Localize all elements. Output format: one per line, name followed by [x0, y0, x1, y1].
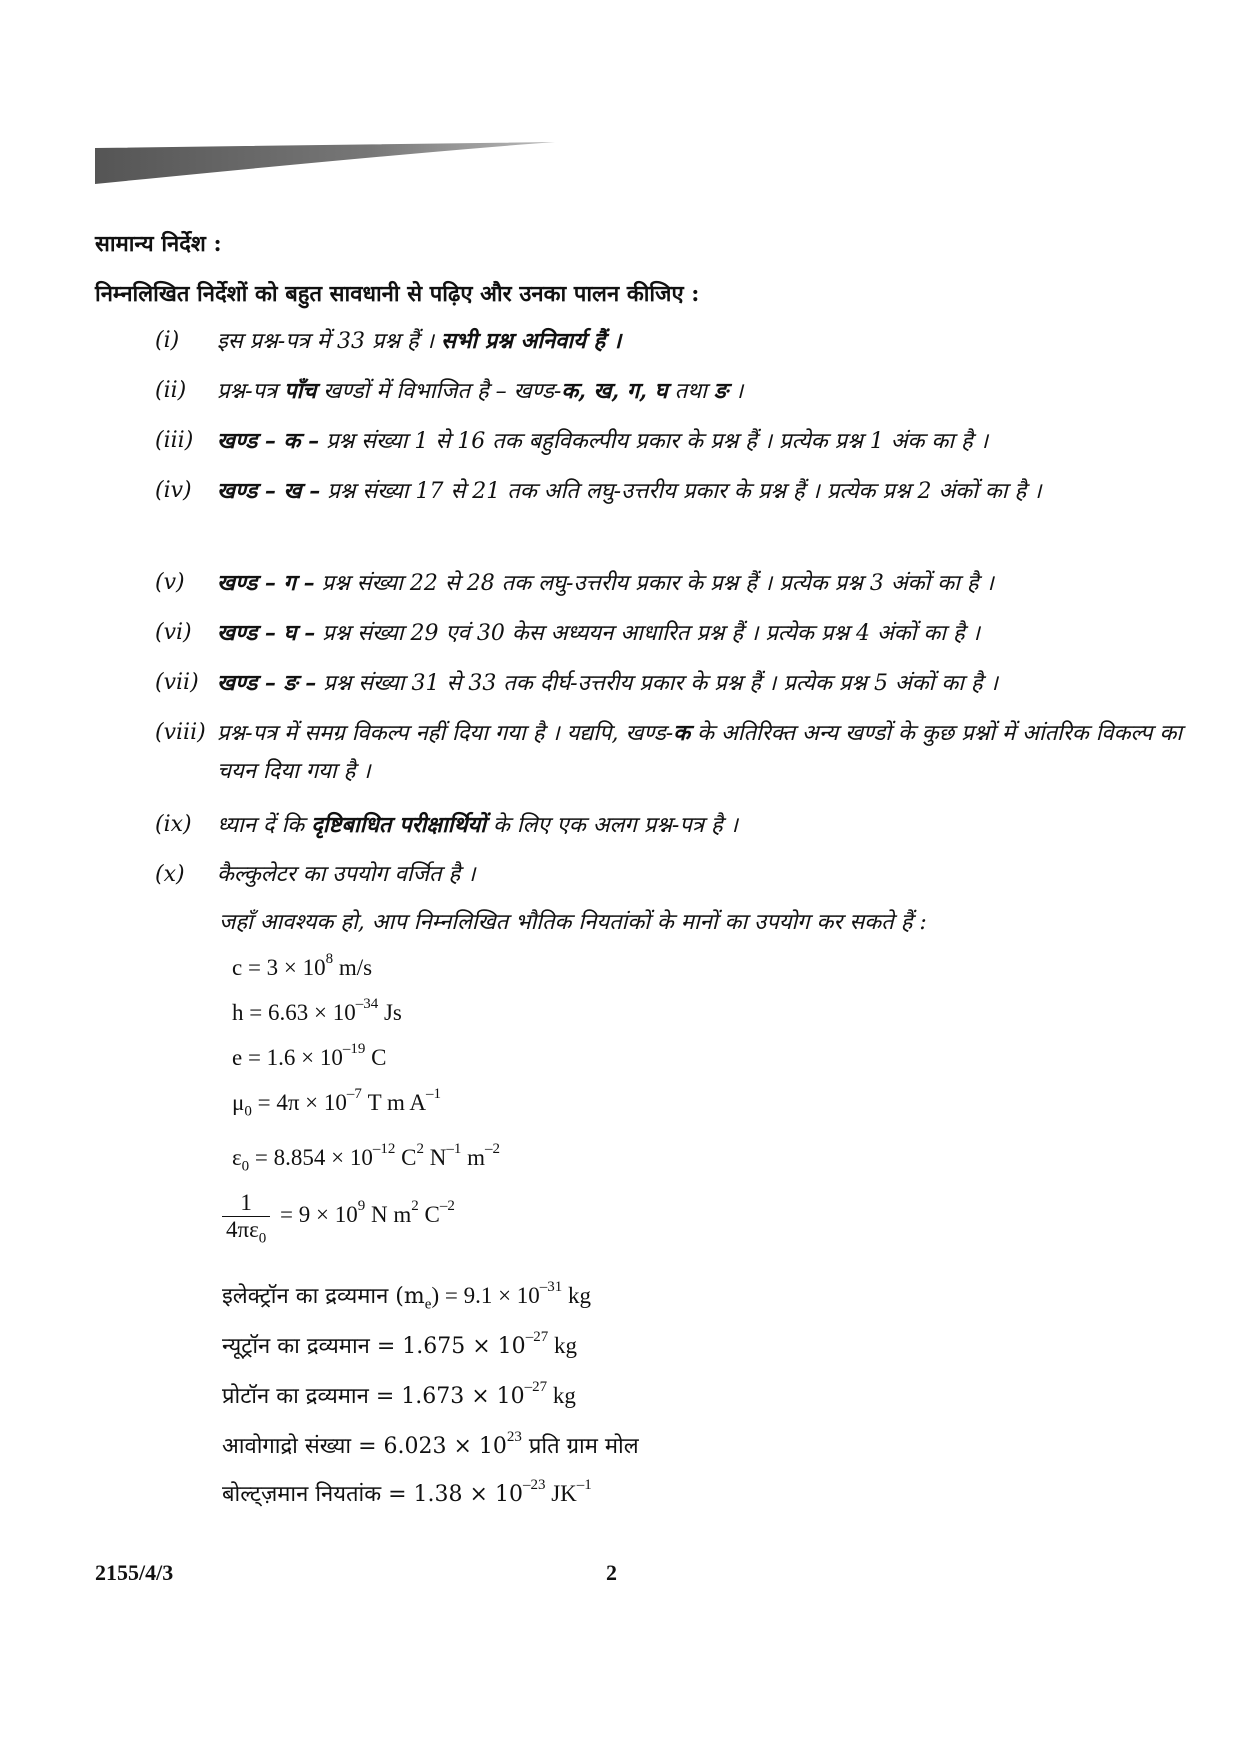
- constant-electron-mass: इलेक्ट्रॉन का द्रव्यमान $(m_e) = 9.1 \times 10^{-31}$ kg: [222, 1279, 592, 1313]
- constant-boltzmann: बोल्ट्ज़मान नियतांक = $1.38 \times 10^{-23}$ $JK^{-1}$: [222, 1477, 592, 1507]
- constant-eps0: $\varepsilon_0 = 8.854 \times 10^{-12}$ $C^2$ $N^{-1}$ $m^{-2}$: [232, 1141, 500, 1175]
- paper-code: 2155/4/3: [95, 1560, 174, 1585]
- constant-c: $c = 3 \times 10^8$ m/s: [232, 951, 373, 980]
- page-number: 2: [606, 1560, 617, 1585]
- instructions-lead: निम्नलिखित निर्देशों को बहुत सावधानी से पढ़िए और उनका पालन कीजिए :: [95, 281, 700, 307]
- constant-proton-mass: प्रोटॉन का द्रव्यमान = $1.673 \times 10^{-27}$ kg: [222, 1379, 576, 1409]
- constant-neutron-mass: न्यूट्रॉन का द्रव्यमान = $1.675 \times 10^{-27}$ kg: [222, 1329, 577, 1359]
- constants-intro: जहाँ आवश्यक हो, आप निम्नलिखित भौतिक नियतांकों के मानों का उपयोग कर सकते हैं :: [219, 910, 927, 935]
- constant-coulomb: $\frac{1}{4\pi\varepsilon_0}$ = $9 \times 10^9$ N $m^2$ $C^{-2}$: [222, 1190, 455, 1243]
- general-instructions-heading: सामान्य निर्देश :: [95, 231, 222, 257]
- header-band: [95, 142, 555, 184]
- constant-e: $e = 1.6 \times 10^{-19}$ C: [232, 1041, 387, 1070]
- constant-h: $h = 6.63 \times 10^{-34}$ Js: [232, 996, 402, 1025]
- constant-mu0: $\mu_0 = 4\pi \times 10^{-7}$ T m $A^{-1}$: [232, 1086, 442, 1120]
- constant-avogadro: आवोगाद्रो संख्या = $6.023 \times 10^{23}$ प्रति ग्राम मोल: [222, 1429, 639, 1459]
